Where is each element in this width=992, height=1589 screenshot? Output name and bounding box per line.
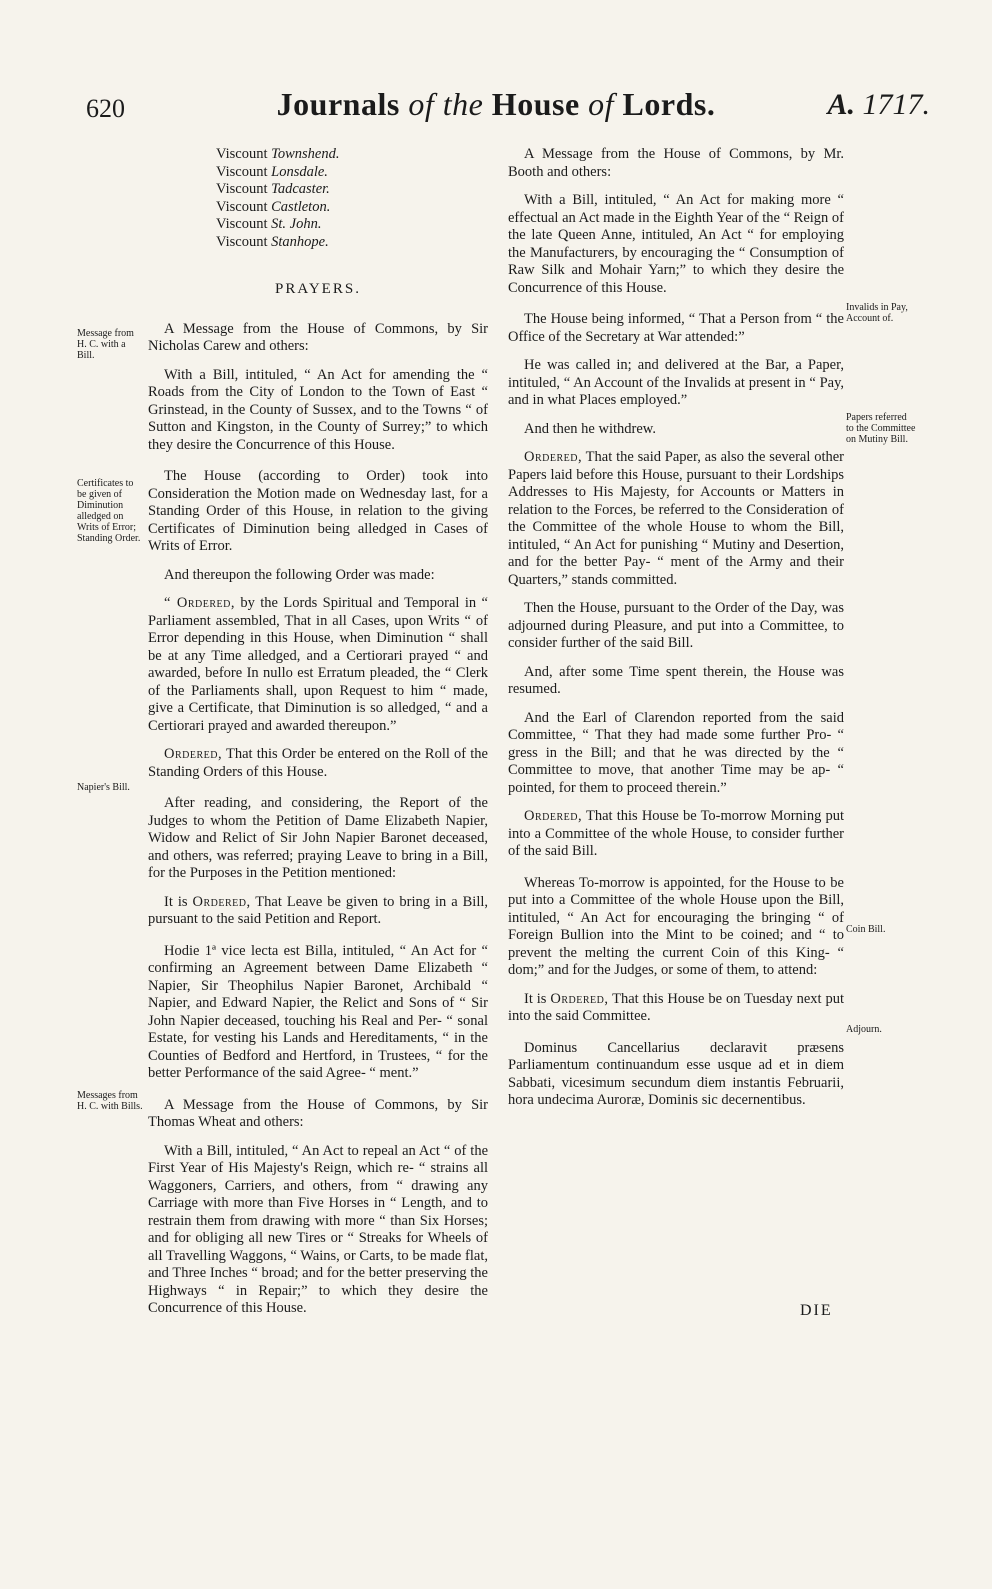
- paragraph-adjournment: Dominus Cancellarius declaravit præsens Parliamentum continuandum esse usque ad et in diem Sabbati, vicesimum secundum diem instantis Februarii, hora undecima Auroræ, Dominis sic decernentibus.: [508, 1039, 844, 1108]
- margin-note-message-hc: Message from H. C. with a Bill.: [77, 328, 134, 361]
- page-number: 620: [86, 94, 125, 123]
- paragraph-message-wheat: A Message from the House of Commons, by Sir Thomas Wheat and others:: [148, 1096, 488, 1130]
- lord-entry: [216, 164, 488, 182]
- lord-name: Lonsdale.: [271, 163, 328, 180]
- lord-entry: [216, 234, 488, 252]
- right-column: [508, 146, 844, 1121]
- lord-title: Viscount: [216, 198, 272, 215]
- order-text: by the Lords Spiritual and Temporal in “ Parliament assembled, That in all Cases, upon Writs “ of Error depending in this House, when Diminution “ shall be at any Time alledged, and a Certiorari prayed “ and awarded, before In nullo est Erratum pleaded, the “ Clerk of the Parliaments shall, upon Request to him “ made, give a Certificate, that Diminution is so alledged, “ and a Certiorari prayed and awarded thereupon.”: [148, 595, 488, 734]
- margin-note-invalids: Invalids in Pay, Account of.: [846, 302, 908, 324]
- paragraph-waggoners-bill: With a Bill, intituled, “ An Act to repeal an Act “ of the First Year of His Majesty's Reign, which re- “ strains all Waggoners, Carriers, and others, from “ drawing any Carriage with more than Five Horses in “ Length, and to restrain them from drawing with more “ than Six Horses; and for obliging all new Tires or “ Streaks for Wheels of all Travelling Waggons, “ Wains, or Carts, to be made flat, and Three Inches “ broad; and for the better preserving the Highways “ in Repair;” to which they desire the Concurrence of this House.: [148, 1142, 488, 1316]
- lord-entry: [216, 146, 488, 164]
- margin-note-adjourn: Adjourn.: [846, 1024, 882, 1035]
- lord-entry: [216, 199, 488, 217]
- paragraph-invalids-paper: He was called in; and delivered at the Bar, a Paper, intituled, “ An Account of the Invalids at present in “ Pay, and in what Places employed.”: [508, 357, 844, 408]
- title-the: the: [442, 86, 484, 122]
- ordered-label: Ordered,: [524, 808, 583, 824]
- lord-name: Stanhope.: [271, 233, 329, 250]
- paragraph-silk-bill: With a Bill, intituled, “ An Act for making more “ effectual an Act made in the Eighth Year of the “ Reign of the late Queen Anne, intituled, An Act “ for employing the Manufacturers, by encouraging the “ Consumption of Raw Silk and Mohair Yarn;” to which they desire the Concurrence of this House.: [508, 192, 844, 296]
- lord-name: Castleton.: [271, 198, 331, 215]
- ordered-label: Ordered,: [192, 893, 251, 910]
- paragraph-standing-order: [148, 595, 488, 735]
- left-column: [148, 146, 488, 1329]
- lord-name: Tadcaster.: [271, 181, 330, 197]
- margin-note-certificates: Certificates to be given of Diminution alledged on Writs of Error; Standing Order.: [77, 478, 141, 544]
- margin-note-papers-referred: Papers referred to the Committee on Mutiny Bill.: [846, 412, 916, 445]
- order-text: That this House be on Tuesday next put into the said Committee.: [508, 990, 845, 1024]
- lord-title: Viscount: [216, 181, 272, 197]
- lord-name: Townshend.: [271, 146, 340, 162]
- order-text: That this Order be entered on the Roll of the Standing Orders of this House.: [148, 746, 488, 780]
- paragraph-withdrew: And then he withdrew.: [524, 420, 656, 437]
- catchword: DIE: [800, 1302, 833, 1319]
- lords-list: [216, 146, 488, 251]
- page-header: [0, 86, 992, 136]
- ordered-label: Ordered,: [524, 449, 583, 465]
- lord-name: St. John.: [271, 216, 322, 232]
- order-text: That Leave be given to bring in a Bill, pursuant to the said Petition and Report.: [148, 893, 488, 927]
- paragraph-roads-bill: With a Bill, intituled, “ An Act for amending the “ Roads from the City of London to the Town of East “ Grinstead, in the County of Sussex, and to the Towns “ of Sutton and Kingston, in the County of Surrey;” to which they desire the Concurrence of this House.: [148, 366, 488, 453]
- order-prefix: It is: [164, 893, 193, 910]
- title-lords: Lords.: [622, 86, 716, 122]
- paragraph-certificates-motion: The House (according to Order) took into Consideration the Motion made on Wednesday last, for a Standing Order of this House, in relation to the giving Certificates of Diminution being alledged in Cases of Writs of Error.: [148, 468, 488, 554]
- lord-entry: [216, 181, 488, 199]
- order-prefix: It is: [524, 990, 551, 1007]
- lord-title: Viscount: [216, 233, 272, 250]
- paragraph-message-booth: A Message from the House of Commons, by Mr. Booth and others:: [508, 146, 844, 180]
- paragraph-papers-referred: [508, 449, 844, 589]
- ordered-label: Ordered,: [550, 990, 609, 1007]
- ordered-label: Ordered,: [164, 746, 223, 762]
- lord-entry: [216, 216, 488, 234]
- paragraph-tomorrow-order: [508, 808, 844, 861]
- paragraph-order-made: And thereupon the following Order was made:: [164, 566, 435, 583]
- year-number: 1717.: [862, 88, 930, 121]
- title-of-2: of: [588, 86, 615, 122]
- year: [827, 88, 930, 122]
- paragraph-napier-leave: [148, 894, 488, 929]
- margin-note-coin-bill: Coin Bill.: [846, 924, 886, 935]
- year-letter: A.: [827, 88, 855, 121]
- order-text: That this House be To-morrow Morning put into a Committee of the whole House, to consider further of the said Bill.: [508, 808, 844, 859]
- title-house: House: [491, 86, 580, 122]
- order-text: That the said Paper, as also the several other Papers laid before this House, pursuant to their Lordships Addresses to His Majesty, for Accounts or Matters in relation to the Forces, be referred to the Consideration of the Committee of the whole House to whom the Bill, intituled, “ An Act for punishing “ Mutiny and Desertion, and for the better Pay- “ ment of the Army and their Quarters,” stands committed.: [508, 449, 844, 588]
- paragraph-resumed: And, after some Time spent therein, the House was resumed.: [508, 663, 844, 697]
- ordered-label: “ Ordered,: [164, 595, 235, 611]
- lord-title: Viscount: [216, 216, 272, 232]
- prayers-heading: PRAYERS.: [275, 281, 361, 297]
- paragraph-napier-report: After reading, and considering, the Report of the Judges to whom the Petition of Dame Elizabeth Napier, Widow and Relict of Sir John Napier Baronet deceased, and others, was referred; praying Leave to bring in a Bill, for the Purposes in the Petition mentioned:: [148, 795, 488, 881]
- paragraph-napier-bill-read: Hodie 1ª vice lecta est Billa, intituled, “ An Act for “ confirming an Agreement between Dame Elizabeth “ Napier, Sir Theophilus Napier Baronet, Archibald “ Napier, and Edward Napier, the Relict and Sons of “ Sir John Napier deceased, touching his Real and Per- “ sonal Estate, for vesting his Lands and Hereditaments, “ in the Counties of Bedford and Hertford, in Trustees, “ for the better Performance of the said Agree- “ ment.”: [148, 942, 488, 1081]
- paragraph-message-carew: A Message from the House of Commons, by Sir Nicholas Carew and others:: [148, 320, 488, 354]
- title-journals: Journals: [276, 86, 400, 122]
- paragraph-roll-order: [148, 746, 488, 781]
- paragraph-secretary-at-war: The House being informed, “ That a Person from “ the Office of the Secretary at War attended:”: [508, 311, 844, 345]
- title-of: of: [408, 86, 435, 122]
- margin-note-napier: Napier's Bill.: [77, 782, 130, 793]
- paragraph-coin-bill: Whereas To-morrow is appointed, for the House to be put into a Committee of the whole House upon the Bill, intituled, “ An Act for encouraging the bringing “ of Foreign Bullion into the Mint to be coined; and “ to prevent the melting the current Coin of this King- “ dom;” and for the Judges, or some of them, to attend:: [508, 874, 844, 978]
- paragraph-tuesday-order: [508, 991, 844, 1026]
- paragraph-committee: Then the House, pursuant to the Order of the Day, was adjourned during Pleasure, and put into a Committee, to consider further of the said Bill.: [508, 600, 844, 651]
- margin-note-messages-hc: Messages from H. C. with Bills.: [77, 1090, 143, 1112]
- lord-title: Viscount: [216, 163, 272, 180]
- paragraph-clarendon-report: And the Earl of Clarendon reported from the said Committee, “ That they had made some further Pro- “ gress in the Bill; and that he was directed by the “ Committee to move, that another Time may be ap- “ pointed, for them to proceed therein.”: [508, 709, 844, 796]
- lord-title: Viscount: [216, 146, 272, 162]
